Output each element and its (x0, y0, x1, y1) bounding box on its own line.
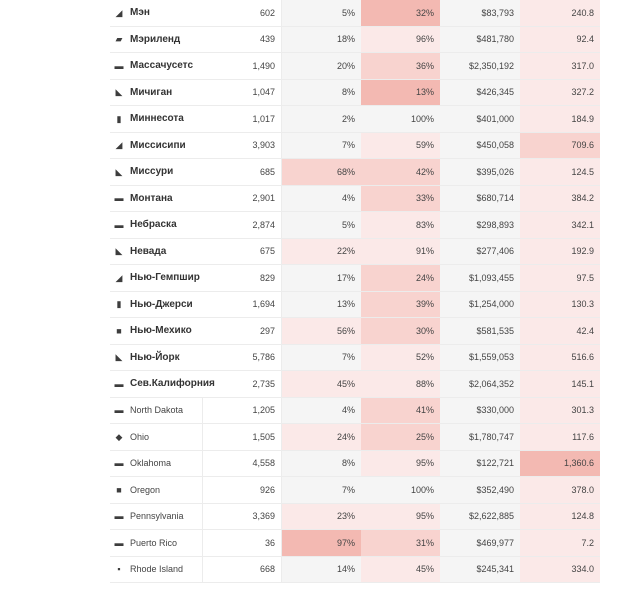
amount-cell: $1,780,747 (440, 424, 520, 450)
new-jersey-shape-icon: ▮ (116, 299, 122, 310)
table-row[interactable] (110, 318, 600, 345)
rate-cell: 42.4 (520, 318, 600, 344)
missouri-shape-icon: ◣ (115, 166, 123, 177)
percent-b-cell: 13% (361, 80, 440, 106)
percent-b-cell: 25% (361, 424, 440, 450)
count-cell: 2,735 (230, 371, 282, 397)
count-cell: 1,694 (230, 292, 282, 318)
amount-cell: $2,350,192 (440, 53, 520, 79)
north-carolina-shape-icon: ▬ (114, 378, 124, 389)
count-cell: 1,017 (230, 106, 282, 132)
minnesota-shape-icon: ▮ (116, 113, 122, 124)
table-row[interactable] (110, 159, 600, 186)
percent-a-cell: 4% (282, 398, 361, 424)
percent-b-cell: 36% (361, 53, 440, 79)
table-row[interactable] (110, 398, 600, 425)
count-cell: 3,903 (230, 133, 282, 159)
amount-cell: $330,000 (440, 398, 520, 424)
state-name-cell (110, 398, 230, 424)
count-cell: 1,505 (230, 424, 282, 450)
state-name-cell (110, 265, 230, 291)
amount-cell: $2,622,885 (440, 504, 520, 530)
state-name-cell (110, 212, 230, 238)
percent-a-cell: 45% (282, 371, 361, 397)
percent-a-cell: 2% (282, 106, 361, 132)
state-name: Мэриленд (130, 33, 181, 45)
state-name: Мэн (130, 7, 150, 19)
maine-shape-icon: ◢ (115, 7, 123, 18)
column-divider (202, 504, 203, 530)
amount-cell: $426,345 (440, 80, 520, 106)
percent-a-cell: 97% (282, 530, 361, 556)
state-name-cell (110, 371, 230, 397)
percent-b-cell: 91% (361, 239, 440, 265)
table-row[interactable] (110, 504, 600, 531)
rate-cell: 124.8 (520, 504, 600, 530)
count-cell: 1,047 (230, 80, 282, 106)
state-name-cell (110, 159, 230, 185)
column-divider (202, 424, 203, 450)
michigan-shape-icon: ◣ (115, 87, 123, 98)
percent-a-cell: 23% (282, 504, 361, 530)
state-name: North Dakota (130, 405, 184, 416)
amount-cell: $450,058 (440, 133, 520, 159)
count-cell: 2,874 (230, 212, 282, 238)
rate-cell: 145.1 (520, 371, 600, 397)
state-name-cell (110, 0, 230, 26)
oregon-shape-icon: ■ (116, 484, 122, 495)
state-name-cell (110, 477, 230, 503)
count-cell: 1,205 (230, 398, 282, 424)
percent-a-cell: 4% (282, 186, 361, 212)
count-cell: 675 (230, 239, 282, 265)
state-name-cell (110, 451, 230, 477)
state-name: Нью-Йорк (130, 351, 180, 363)
percent-a-cell: 22% (282, 239, 361, 265)
state-name: Нью-Джерси (130, 298, 193, 310)
ohio-shape-icon: ◆ (115, 431, 123, 442)
percent-b-cell: 100% (361, 106, 440, 132)
amount-cell: $1,254,000 (440, 292, 520, 318)
table-row[interactable] (110, 451, 600, 478)
rate-cell: 327.2 (520, 80, 600, 106)
amount-cell: $1,559,053 (440, 345, 520, 371)
percent-b-cell: 59% (361, 133, 440, 159)
percent-b-cell: 32% (361, 0, 440, 26)
table-row[interactable] (110, 265, 600, 292)
state-name: Массачусетс (130, 60, 194, 72)
state-name-cell (110, 318, 230, 344)
rate-cell: 301.3 (520, 398, 600, 424)
rate-cell: 334.0 (520, 557, 600, 583)
table-row[interactable] (110, 53, 600, 80)
rate-cell: 117.6 (520, 424, 600, 450)
state-name: Oklahoma (130, 458, 172, 469)
percent-b-cell: 31% (361, 530, 440, 556)
table-row[interactable] (110, 80, 600, 107)
rate-cell: 192.9 (520, 239, 600, 265)
nevada-shape-icon: ◣ (115, 246, 123, 257)
state-name-cell (110, 133, 230, 159)
count-cell: 926 (230, 477, 282, 503)
rate-cell: 342.1 (520, 212, 600, 238)
amount-cell: $122,721 (440, 451, 520, 477)
count-cell: 5,786 (230, 345, 282, 371)
table-row[interactable] (110, 239, 600, 266)
percent-b-cell: 33% (361, 186, 440, 212)
count-cell: 668 (230, 557, 282, 583)
count-cell: 4,558 (230, 451, 282, 477)
table-row[interactable] (110, 477, 600, 504)
percent-a-cell: 20% (282, 53, 361, 79)
table-row[interactable] (110, 133, 600, 160)
percent-b-cell: 95% (361, 451, 440, 477)
massachusetts-shape-icon: ▬ (114, 60, 124, 71)
table-row[interactable] (110, 106, 600, 133)
amount-cell: $298,893 (440, 212, 520, 238)
amount-cell: $481,780 (440, 27, 520, 53)
percent-a-cell: 13% (282, 292, 361, 318)
north-dakota-shape-icon: ▬ (114, 405, 124, 416)
state-name-cell (110, 557, 230, 583)
percent-a-cell: 18% (282, 27, 361, 53)
percent-a-cell: 17% (282, 265, 361, 291)
state-name: Миннесота (130, 113, 184, 125)
state-name-cell (110, 106, 230, 132)
amount-cell: $401,000 (440, 106, 520, 132)
percent-b-cell: 83% (361, 212, 440, 238)
percent-b-cell: 30% (361, 318, 440, 344)
new-hampshire-shape-icon: ◢ (115, 272, 123, 283)
amount-cell: $680,714 (440, 186, 520, 212)
amount-cell: $581,535 (440, 318, 520, 344)
amount-cell: $469,977 (440, 530, 520, 556)
state-name: Pennsylvania (130, 511, 184, 522)
count-cell: 602 (230, 0, 282, 26)
state-name: Нью-Мехико (130, 325, 192, 337)
amount-cell: $245,341 (440, 557, 520, 583)
new-mexico-shape-icon: ■ (116, 325, 122, 336)
count-cell: 297 (230, 318, 282, 344)
new-york-shape-icon: ◣ (115, 352, 123, 363)
percent-a-cell: 5% (282, 0, 361, 26)
table-row[interactable] (110, 530, 600, 557)
rate-cell: 92.4 (520, 27, 600, 53)
percent-b-cell: 45% (361, 557, 440, 583)
rate-cell: 709.6 (520, 133, 600, 159)
state-name: Сев.Калифорния (130, 378, 215, 390)
percent-a-cell: 14% (282, 557, 361, 583)
column-divider (202, 530, 203, 556)
rate-cell: 7.2 (520, 530, 600, 556)
rate-cell: 184.9 (520, 106, 600, 132)
rate-cell: 240.8 (520, 0, 600, 26)
percent-b-cell: 41% (361, 398, 440, 424)
amount-cell: $83,793 (440, 0, 520, 26)
table-row[interactable] (110, 292, 600, 319)
rate-cell: 384.2 (520, 186, 600, 212)
percent-a-cell: 7% (282, 345, 361, 371)
pennsylvania-shape-icon: ▬ (114, 511, 124, 522)
column-divider (202, 477, 203, 503)
amount-cell: $2,064,352 (440, 371, 520, 397)
count-cell: 36 (230, 530, 282, 556)
amount-cell: $395,026 (440, 159, 520, 185)
count-cell: 685 (230, 159, 282, 185)
percent-b-cell: 39% (361, 292, 440, 318)
table-row[interactable] (110, 0, 600, 27)
state-name-cell (110, 53, 230, 79)
state-name-cell (110, 424, 230, 450)
state-name-cell (110, 292, 230, 318)
state-name-cell (110, 80, 230, 106)
count-cell: 439 (230, 27, 282, 53)
table-row[interactable] (110, 186, 600, 213)
amount-cell: $1,093,455 (440, 265, 520, 291)
state-name-cell (110, 504, 230, 530)
rate-cell: 130.3 (520, 292, 600, 318)
state-name: Миссури (130, 166, 174, 178)
oklahoma-shape-icon: ▬ (114, 458, 124, 469)
percent-a-cell: 7% (282, 133, 361, 159)
table-row[interactable] (110, 424, 600, 451)
state-name: Rhode Island (130, 564, 184, 575)
rate-cell: 97.5 (520, 265, 600, 291)
maryland-shape-icon: ▰ (115, 34, 123, 45)
count-cell: 829 (230, 265, 282, 291)
column-divider (202, 398, 203, 424)
state-name: Небраска (130, 219, 177, 231)
percent-b-cell: 96% (361, 27, 440, 53)
state-name: Невада (130, 245, 167, 257)
state-name: Миссисипи (130, 139, 186, 151)
percent-a-cell: 5% (282, 212, 361, 238)
rate-cell: 1,360.6 (520, 451, 600, 477)
state-name-cell (110, 530, 230, 556)
rate-cell: 317.0 (520, 53, 600, 79)
percent-b-cell: 42% (361, 159, 440, 185)
percent-a-cell: 24% (282, 424, 361, 450)
state-name-cell (110, 345, 230, 371)
percent-a-cell: 7% (282, 477, 361, 503)
count-cell: 1,490 (230, 53, 282, 79)
montana-shape-icon: ▬ (114, 193, 124, 204)
percent-b-cell: 95% (361, 504, 440, 530)
state-name-cell (110, 239, 230, 265)
table-row[interactable] (110, 27, 600, 54)
percent-b-cell: 52% (361, 345, 440, 371)
percent-b-cell: 24% (361, 265, 440, 291)
state-name: Ohio (130, 431, 150, 442)
table-row[interactable] (110, 371, 600, 398)
table-row[interactable] (110, 345, 600, 372)
state-name: Мичиган (130, 86, 173, 98)
state-name-cell (110, 27, 230, 53)
state-name: Монтана (130, 192, 173, 204)
percent-b-cell: 100% (361, 477, 440, 503)
amount-cell: $277,406 (440, 239, 520, 265)
table-row[interactable] (110, 557, 600, 584)
percent-a-cell: 8% (282, 80, 361, 106)
percent-a-cell: 8% (282, 451, 361, 477)
count-cell: 3,369 (230, 504, 282, 530)
count-cell: 2,901 (230, 186, 282, 212)
table-row[interactable] (110, 212, 600, 239)
percent-a-cell: 56% (282, 318, 361, 344)
nebraska-shape-icon: ▬ (114, 219, 124, 230)
puerto-rico-shape-icon: ▬ (114, 537, 124, 548)
mississippi-shape-icon: ◢ (115, 140, 123, 151)
rate-cell: 378.0 (520, 477, 600, 503)
percent-a-cell: 68% (282, 159, 361, 185)
state-name-cell (110, 186, 230, 212)
rhode-island-shape-icon: ▪ (117, 564, 121, 575)
state-data-table (110, 0, 600, 583)
column-divider (202, 557, 203, 583)
column-divider (202, 451, 203, 477)
state-name: Нью-Гемпшир (130, 272, 200, 284)
amount-cell: $352,490 (440, 477, 520, 503)
rate-cell: 516.6 (520, 345, 600, 371)
state-name: Oregon (130, 484, 161, 495)
percent-b-cell: 88% (361, 371, 440, 397)
state-name: Puerto Rico (130, 537, 178, 548)
rate-cell: 124.5 (520, 159, 600, 185)
